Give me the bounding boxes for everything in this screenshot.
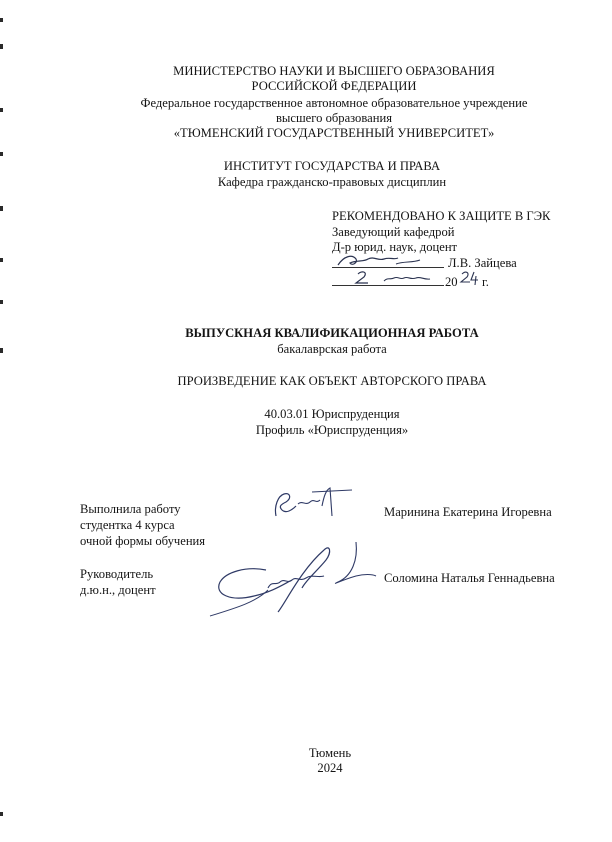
author-label-1: Выполнила работу	[80, 502, 181, 516]
scan-mark	[0, 108, 3, 112]
approval-title: РЕКОМЕНДОВАНО К ЗАЩИТЕ В ГЭК	[332, 209, 551, 223]
institution-type-line: Федеральное государственное автономное образовательное учреждение	[140, 96, 528, 110]
ministry-line: МИНИСТЕРСТВО НАУКИ И ВЫСШЕГО ОБРАЗОВАНИЯ	[173, 64, 495, 78]
head-name: Л.В. Зайцева	[448, 256, 517, 270]
scan-mark	[0, 348, 3, 353]
author-signature	[268, 482, 358, 524]
city: Тюмень	[308, 746, 352, 760]
specialty-code: 40.03.01 Юриспруденция	[264, 407, 400, 421]
supervisor-label-2: д.ю.н., доцент	[80, 583, 156, 597]
university-name: «ТЮМЕНСКИЙ ГОСУДАРСТВЕННЫЙ УНИВЕРСИТЕТ»	[173, 126, 495, 140]
author-label-3: очной формы обучения	[80, 534, 206, 548]
year: 2024	[317, 761, 343, 775]
institution-level-line: высшего образования	[275, 111, 392, 125]
handwritten-date	[340, 268, 500, 288]
scan-mark	[0, 152, 3, 156]
scan-mark	[0, 812, 3, 816]
department-name: Кафедра гражданско-правовых дисциплин	[217, 175, 447, 189]
country-line: РОССИЙСКОЙ ФЕДЕРАЦИИ	[251, 79, 417, 93]
scan-mark	[0, 206, 3, 211]
supervisor-signature	[206, 530, 386, 620]
author-name: Маринина Екатерина Игоревна	[384, 505, 552, 519]
work-topic: ПРОИЗВЕДЕНИЕ КАК ОБЪЕКТ АВТОРСКОГО ПРАВА	[177, 374, 487, 388]
date-year-prefix: 20	[445, 275, 458, 289]
specialty-profile: Профиль «Юриспруденция»	[255, 423, 409, 437]
supervisor-label-1: Руководитель	[80, 567, 154, 581]
date-year-suffix: г.	[482, 275, 489, 289]
approval-role: Заведующий кафедрой	[332, 225, 455, 239]
scan-mark	[0, 300, 3, 304]
work-level: бакалаврская работа	[277, 342, 387, 356]
approval-degree: Д-р юрид. наук, доцент	[332, 240, 458, 254]
work-type: ВЫПУСКНАЯ КВАЛИФИКАЦИОННАЯ РАБОТА	[185, 326, 479, 340]
author-label-2: студентка 4 курса	[80, 518, 175, 532]
scan-mark	[0, 18, 3, 22]
scan-mark	[0, 258, 3, 262]
head-signature	[334, 250, 444, 270]
supervisor-name: Соломина Наталья Геннадьевна	[384, 571, 555, 585]
scan-mark	[0, 44, 3, 49]
institute-name: ИНСТИТУТ ГОСУДАРСТВА И ПРАВА	[223, 159, 441, 173]
